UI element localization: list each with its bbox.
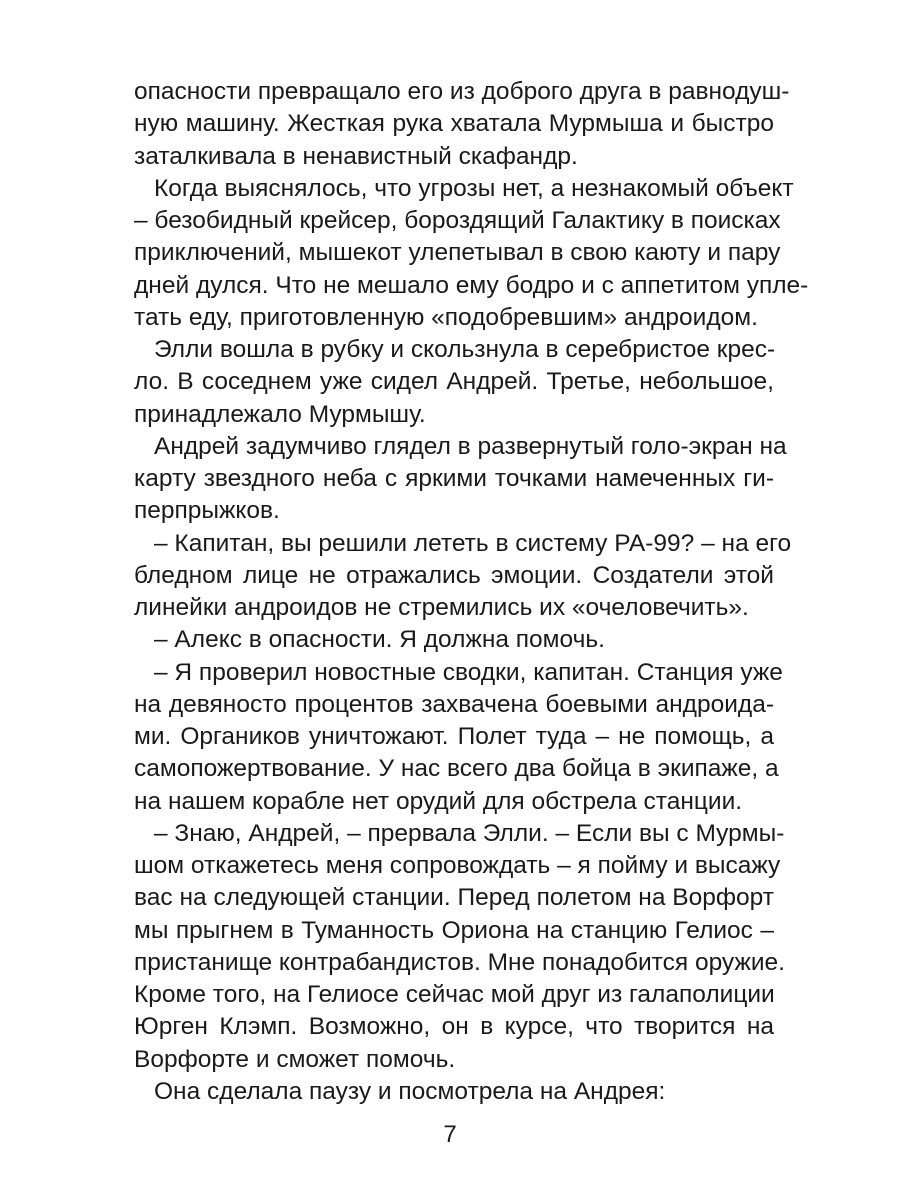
text-line: – Знаю, Андрей, – прервала Элли. – Если вы с Мурмы- [154, 819, 785, 847]
text-line: бледном лице не отражались эмоции. Создатели этой [134, 561, 774, 589]
text-line: тать еду, приготовленную «подобревшим» андроидом. [134, 303, 758, 331]
text-line: Юрген Клэмп. Возможно, он в курсе, что творится на [134, 1013, 774, 1041]
text-line: карту звездного неба с яркими точками намеченных ги- [134, 465, 774, 492]
text-line: – Я проверил новостные сводки, капитан. Станция уже [154, 658, 783, 686]
text-line: на нашем корабле нет орудий для обстрела станции. [134, 787, 743, 815]
text-line: дней дулся. Что не мешало ему бодро и с аппетитом упле- [134, 271, 809, 299]
text-line: – Алекс в опасности. Я должна помочь. [154, 626, 605, 654]
text-line: приключений, мышекот улепетывал в свою каюту и пару [134, 239, 781, 267]
text-line: самопожертвование. У нас всего два бойца в экипаже, а [134, 755, 779, 783]
text-line: Элли вошла в рубку и скользнула в серебристое крес- [154, 336, 776, 363]
text-line: ло. В соседнем уже сидел Андрей. Третье, небольшое, [134, 368, 774, 396]
text-line: шом откажетесь меня сопровождать – я пойму и высажу [134, 852, 781, 879]
text-line: перпрыжков. [134, 497, 280, 525]
text-line: ми. Органиков уничтожают. Полет туда – не помощь, а [134, 723, 774, 750]
text-line: Ворфорте и сможет помочь. [134, 1045, 456, 1073]
text-line: заталкивала в ненавистный скафандр. [134, 142, 578, 170]
text-line: – безобидный крейсер, бороздящий Галактику в поисках [134, 207, 781, 234]
text-line: Когда выяснялось, что угрозы нет, а незнакомый объект [154, 174, 794, 202]
text-line: на девяносто процентов захвачена боевыми андроида- [134, 690, 774, 718]
text-line: опасности превращало его из доброго друга в равнодуш- [134, 78, 790, 105]
text-line: – Капитан, вы решили лететь в систему РА-99? – на его [154, 529, 792, 557]
page-number: 7 [443, 1121, 457, 1148]
text-line: ную машину. Жесткая рука хватала Мурмыша и быстро [134, 110, 774, 138]
text-line: пристанище контрабандистов. Мне понадобится оружие. [134, 948, 785, 976]
text-line: Кроме того, на Гелиосе сейчас мой друг из галаполиции [134, 981, 775, 1008]
text-line: Андрей задумчиво глядел в развернутый голо-экран на [154, 432, 787, 460]
text-line: линейки андроидов не стремились их «очеловечить». [134, 594, 749, 621]
text-line: мы прыгнем в Туманность Ориона на станцию Гелиос – [134, 916, 774, 944]
text-line: принадлежало Мурмышу. [134, 400, 426, 428]
body-text [134, 76, 809, 1108]
text-line: вас на следующей станции. Перед полетом на Ворфорт [134, 884, 774, 912]
text-line: Она сделала паузу и посмотрела на Андрея: [154, 1077, 666, 1105]
